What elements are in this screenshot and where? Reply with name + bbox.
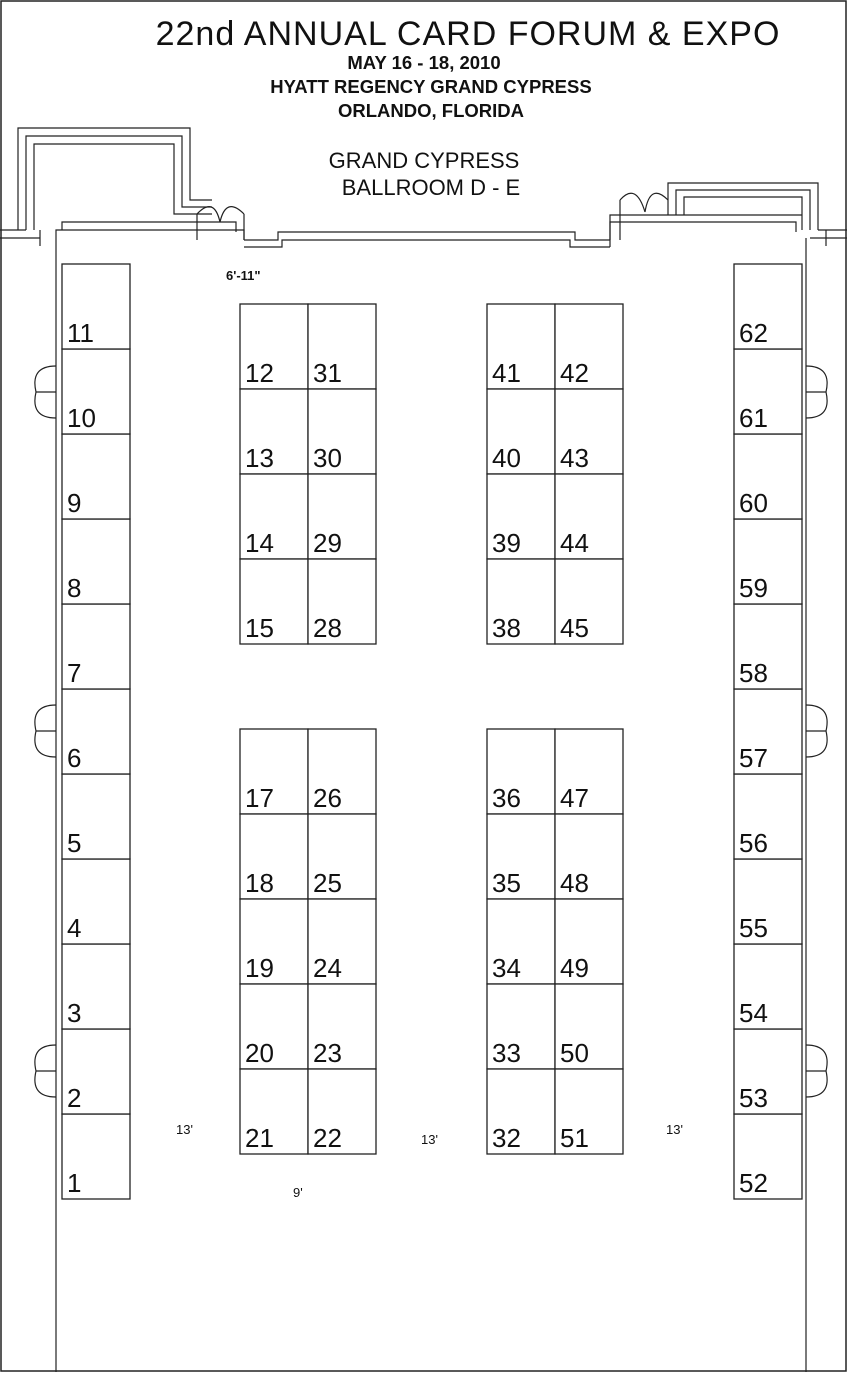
booth-18[interactable]: [240, 814, 308, 899]
booth-35-number: 35: [492, 868, 521, 898]
booth-20-number: 20: [245, 1038, 274, 1068]
top-left-alcove: [0, 128, 244, 246]
booth-34[interactable]: [487, 899, 555, 984]
booth-61-number: 61: [739, 403, 768, 433]
booth-49[interactable]: [555, 899, 623, 984]
booth-54[interactable]: [734, 944, 802, 1029]
booth-7-number: 7: [67, 658, 82, 688]
booth-4[interactable]: [62, 859, 130, 944]
booth-3[interactable]: [62, 944, 130, 1029]
booth-19-number: 19: [245, 953, 274, 983]
top-wall: [244, 232, 610, 247]
booth-29-number: 29: [313, 528, 342, 558]
booth-10-number: 10: [67, 403, 96, 433]
booth-54-number: 54: [739, 998, 768, 1028]
booth-59-number: 59: [739, 573, 768, 603]
booth-56-number: 56: [739, 828, 768, 858]
dimension-top-aisle: 6'-11": [226, 268, 261, 283]
booth-21[interactable]: [240, 1069, 308, 1154]
booth-39-number: 39: [492, 528, 521, 558]
booth-12[interactable]: [240, 304, 308, 389]
booth-18-number: 18: [245, 868, 274, 898]
booth-42[interactable]: [555, 304, 623, 389]
booth-6-number: 6: [67, 743, 82, 773]
booth-9[interactable]: [62, 434, 130, 519]
event-location: ORLANDO, FLORIDA: [337, 100, 525, 121]
booth-41[interactable]: [487, 304, 555, 389]
top-door-left: [197, 207, 244, 240]
left-door-middle: [35, 705, 56, 757]
booth-14[interactable]: [240, 474, 308, 559]
booth-48[interactable]: [555, 814, 623, 899]
booth-20[interactable]: [240, 984, 308, 1069]
booth-10[interactable]: [62, 349, 130, 434]
booth-49-number: 49: [560, 953, 589, 983]
event-title: 22nd ANNUAL CARD FORUM & EXPO: [155, 15, 781, 53]
booth-31[interactable]: [308, 304, 376, 389]
booth-31-number: 31: [313, 358, 342, 388]
booth-24-number: 24: [313, 953, 342, 983]
booth-38-number: 38: [492, 613, 521, 643]
booth-13[interactable]: [240, 389, 308, 474]
booth-22-number: 22: [313, 1123, 342, 1153]
booth-2-number: 2: [67, 1083, 82, 1113]
booth-55[interactable]: [734, 859, 802, 944]
booth-40-number: 40: [492, 443, 521, 473]
booth-36[interactable]: [487, 729, 555, 814]
booth-39[interactable]: [487, 474, 555, 559]
booth-21-number: 21: [245, 1123, 274, 1153]
booth-62-number: 62: [739, 318, 768, 348]
booth-35[interactable]: [487, 814, 555, 899]
booth-33[interactable]: [487, 984, 555, 1069]
booth-28-number: 28: [313, 613, 342, 643]
event-dates: MAY 16 - 18, 2010: [347, 52, 501, 73]
top-door-right: [620, 193, 668, 240]
booth-59[interactable]: [734, 519, 802, 604]
booth-44-number: 44: [560, 528, 589, 558]
booth-5-number: 5: [67, 828, 82, 858]
booth-2[interactable]: [62, 1029, 130, 1114]
booth-1[interactable]: [62, 1114, 130, 1199]
booth-4-number: 4: [67, 913, 82, 943]
booth-11-number: 11: [67, 318, 94, 348]
booth-56[interactable]: [734, 774, 802, 859]
booth-53[interactable]: [734, 1029, 802, 1114]
booth-7[interactable]: [62, 604, 130, 689]
left-door-upper: [35, 366, 56, 418]
booth-17[interactable]: [240, 729, 308, 814]
booth-57-number: 57: [739, 743, 768, 773]
event-venue: HYATT REGENCY GRAND CYPRESS: [270, 76, 592, 97]
booth-36-number: 36: [492, 783, 521, 813]
booths-layer: [62, 264, 802, 1199]
booth-51[interactable]: [555, 1069, 623, 1154]
booth-26[interactable]: [308, 729, 376, 814]
booth-15[interactable]: [240, 559, 308, 644]
dimension-right-aisle: 13': [666, 1122, 683, 1137]
ballroom-name-line1: GRAND CYPRESS: [328, 148, 520, 173]
booth-34-number: 34: [492, 953, 521, 983]
right-door-middle: [806, 705, 827, 757]
booth-19[interactable]: [240, 899, 308, 984]
dimension-left-aisle: 13': [176, 1122, 193, 1137]
booth-40[interactable]: [487, 389, 555, 474]
booth-60[interactable]: [734, 434, 802, 519]
booth-22[interactable]: [308, 1069, 376, 1154]
booth-43-number: 43: [560, 443, 589, 473]
booth-14-number: 14: [245, 528, 274, 558]
booth-58[interactable]: [734, 604, 802, 689]
booth-32[interactable]: [487, 1069, 555, 1154]
booth-43[interactable]: [555, 389, 623, 474]
booth-23-number: 23: [313, 1038, 342, 1068]
booth-15-number: 15: [245, 613, 274, 643]
booth-29[interactable]: [308, 474, 376, 559]
booth-13-number: 13: [245, 443, 274, 473]
booth-47[interactable]: [555, 729, 623, 814]
booth-61[interactable]: [734, 349, 802, 434]
booth-48-number: 48: [560, 868, 589, 898]
booth-30-number: 30: [313, 443, 342, 473]
booth-52-number: 52: [739, 1168, 768, 1198]
booth-11[interactable]: [62, 264, 130, 349]
booth-12-number: 12: [245, 358, 274, 388]
dimension-bottom-aisle: 9': [293, 1185, 303, 1200]
booth-17-number: 17: [245, 783, 274, 813]
booth-52[interactable]: [734, 1114, 802, 1199]
booth-45-number: 45: [560, 613, 589, 643]
booth-32-number: 32: [492, 1123, 521, 1153]
right-door-lower: [806, 1045, 827, 1097]
booth-3-number: 3: [67, 998, 82, 1028]
booth-62[interactable]: [734, 264, 802, 349]
dimension-center-aisle: 13': [421, 1132, 438, 1147]
booth-28[interactable]: [308, 559, 376, 644]
booth-53-number: 53: [739, 1083, 768, 1113]
booth-9-number: 9: [67, 488, 82, 518]
side-walls: [56, 238, 806, 1372]
booth-45[interactable]: [555, 559, 623, 644]
booth-47-number: 47: [560, 783, 589, 813]
booth-51-number: 51: [560, 1123, 589, 1153]
booth-38[interactable]: [487, 559, 555, 644]
booth-26-number: 26: [313, 783, 342, 813]
booth-50[interactable]: [555, 984, 623, 1069]
booth-33-number: 33: [492, 1038, 521, 1068]
booth-6[interactable]: [62, 689, 130, 774]
booth-58-number: 58: [739, 658, 768, 688]
booth-60-number: 60: [739, 488, 768, 518]
booth-42-number: 42: [560, 358, 589, 388]
booth-5[interactable]: [62, 774, 130, 859]
booth-57[interactable]: [734, 689, 802, 774]
booth-55-number: 55: [739, 913, 768, 943]
booth-25[interactable]: [308, 814, 376, 899]
right-door-upper: [806, 366, 827, 418]
booth-50-number: 50: [560, 1038, 589, 1068]
left-door-lower: [35, 1045, 56, 1097]
booth-24[interactable]: [308, 899, 376, 984]
booth-25-number: 25: [313, 868, 342, 898]
ballroom-name-line2: BALLROOM D - E: [341, 175, 521, 200]
booth-8[interactable]: [62, 519, 130, 604]
booth-30[interactable]: [308, 389, 376, 474]
booth-1-number: 1: [67, 1168, 82, 1198]
top-right-alcove: [610, 183, 847, 247]
booth-41-number: 41: [492, 358, 521, 388]
booth-44[interactable]: [555, 474, 623, 559]
booth-23[interactable]: [308, 984, 376, 1069]
booth-8-number: 8: [67, 573, 82, 603]
